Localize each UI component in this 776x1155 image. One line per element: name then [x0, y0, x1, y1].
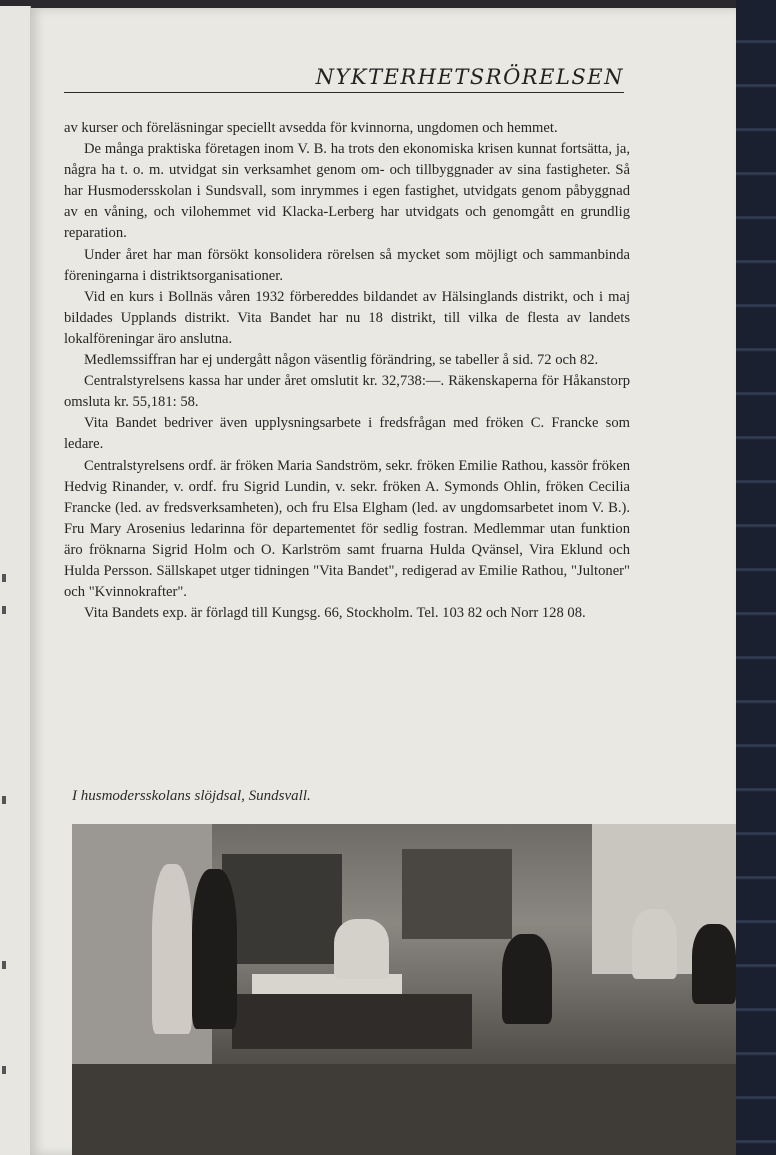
- paragraph: Vita Bandets exp. är förlagd till Kungsg. 66, Stockholm. Tel. 103 82 och Norr 128 08.: [84, 605, 586, 622]
- photo-caption: I husmodersskolans slöjdsal, Sundsvall.: [72, 788, 311, 804]
- photo-loom-right: [402, 849, 512, 939]
- paragraph: Vita Bandet bedriver även upplysningsarbete i fredsfrågan med fröken C. Francke som ledare.: [64, 415, 630, 453]
- photo-sewing-room: [72, 824, 736, 1155]
- running-header-title: NYKTERHETSRÖRELSEN: [315, 65, 624, 89]
- previous-page-edge: [0, 6, 31, 1155]
- paragraph: Centralstyrelsens kassa har under året omslutit kr. 32,738:—. Räkenskaperna för Håkanstorp omsluta kr. 55,181: 58.: [64, 373, 630, 411]
- paragraph: Medlemssiffran har ej undergått någon väsentlig förändring, se tabeller å sid. 72 och 82.: [84, 352, 599, 369]
- photo-floor: [72, 1064, 736, 1155]
- paragraph: Vid en kurs i Bollnäs våren 1932 förbereddes bildandet av Hälsinglands distrikt, och i maj bildades Upplands distrikt. Vita Bandet har nu 18 distrikt, till vilka de flesta av landets lokalföreningar äro anslutna.: [64, 288, 630, 347]
- photo-figure: [334, 919, 389, 979]
- paragraph: Centralstyrelsens ordf. är fröken Maria Sandström, sekr. fröken Emilie Rathou, kassör fröken Hedvig Rinander, v. ordf. fru Sigrid Lundin, v. sekr. fröken A. Symonds Ohlin, fröken Cecilia Francke (led. av fredsverksamheten), och fru Elsa Elgham (led. av ungdomsarbetet inom V. B.). Fru Mary Arosenius ledarinna för departementet för sedlig fostran. Medlemmar utan funktion äro fröknarna Sigrid Holm och O. Karlström samt fruarna Hulda Qvänsel, Vira Eklund och Hulda Persson. Sällskapet utger tidningen "Vita Bandet", redigerad av Emilie Rathou, "Jultoner" och "Kvinnokrafter".: [64, 457, 630, 601]
- paragraph: De många praktiska företagen inom V. B. ha trots den ekonomiska krisen kunnat fortsätta, ja, några ha t. o. m. utvidgat sin verksamhet genom om- och tillbyggnader av sina fastigheter. Så har Husmodersskolan i Sundsvall, som inrymmes i egen fastighet, utvidgats genom påbyggnad av en våning, och vilohemmet vid Klacka-Lerberg har utvidgats och genomgått en grundlig reparation.: [64, 141, 630, 242]
- book-page: [30, 8, 736, 1155]
- photo-work-table: [232, 994, 472, 1049]
- paragraph: Under året har man försökt konsolidera rörelsen så mycket som möjligt och sammanbinda föreningarna i distriktsorganisationer.: [64, 246, 630, 284]
- running-header: [64, 65, 624, 93]
- body-text: [64, 118, 630, 624]
- paragraph: av kurser och föreläsningar speciellt avsedda för kvinnorna, ungdomen och hemmet.: [64, 120, 558, 136]
- photo-figure: [632, 909, 677, 979]
- binder-strip: [736, 0, 776, 1155]
- photo-loom-left: [222, 854, 342, 964]
- photo-figure: [152, 864, 192, 1034]
- photo-figure: [692, 924, 736, 1004]
- photo-figure: [192, 869, 237, 1029]
- photo-figure: [502, 934, 552, 1024]
